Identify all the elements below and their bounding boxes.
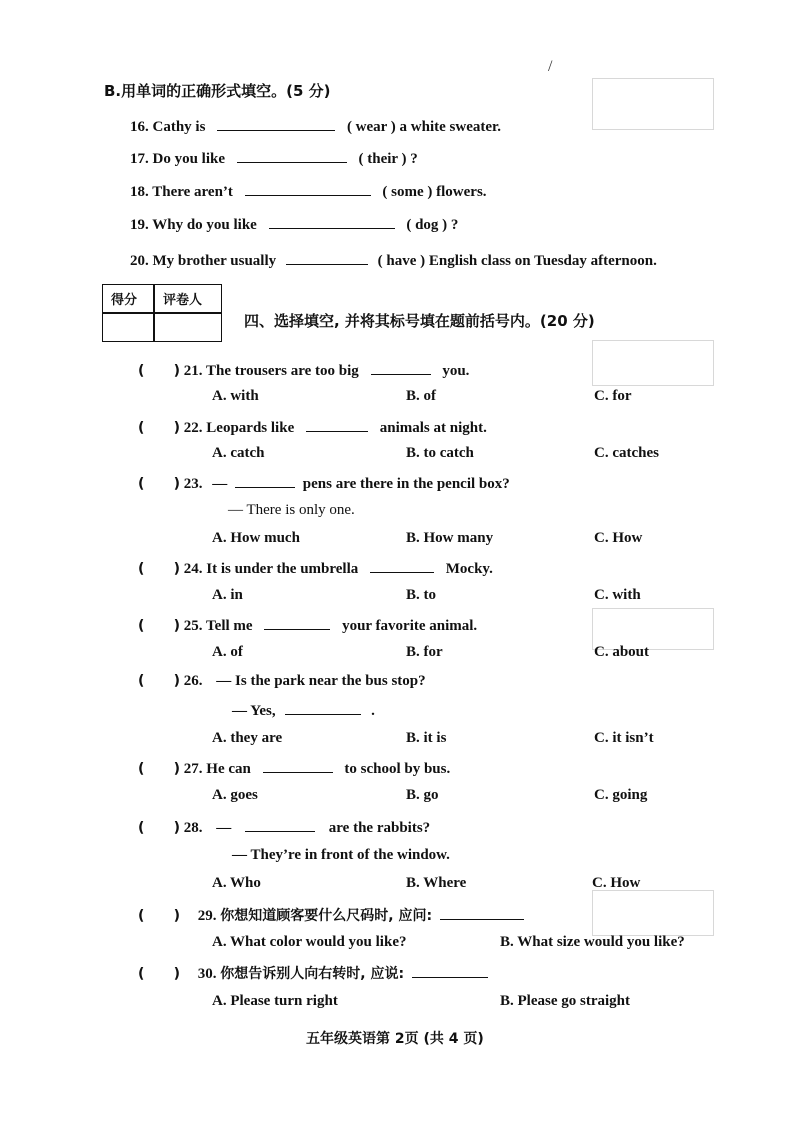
score-table [102,284,222,342]
question-30: ( ) 30. 你想告诉别人向右转时, 应说: [138,963,492,983]
question-29: ( ) 29. 你想知道顾客要什么尺码时, 应问: [138,905,528,925]
option-b[interactable]: B. it is [406,730,447,746]
option-b[interactable]: B. What size would you like? [500,934,685,950]
option-a[interactable]: A. Please turn right [212,993,338,1009]
answer-blank [285,700,361,715]
page-footer: 五年级英语第 2页 (共 4 页) [306,1031,484,1047]
option-a[interactable]: A. Who [212,875,261,891]
question-22: ( ) 22. Leopards like animals at night. [138,417,487,437]
answer-bracket[interactable]: ( ) [138,476,181,492]
answer-blank [235,473,295,488]
answer-blank [306,417,368,432]
question-28: ( ) 28. — are the rabbits? [138,817,430,837]
section-b-title: B.用单词的正确形式填空。(5 分) [104,82,331,100]
answer-blank [245,817,315,832]
option-b[interactable]: B. go [406,787,439,803]
option-c[interactable]: C. going [594,787,648,803]
question-26: ( ) 26. — Is the park near the bus stop? [138,673,426,689]
option-c[interactable]: C. How [594,530,643,546]
option-b[interactable]: B. for [406,644,443,660]
answer-blank-19[interactable] [269,214,395,229]
answer-bracket[interactable]: ( ) [138,420,181,436]
answer-bracket[interactable]: ( ) [138,618,181,634]
grader-label: 评卷人 [163,293,203,308]
question-21: ( ) 21. The trousers are too big you. [138,360,469,380]
answer-line-23: — There is only one. [228,502,355,518]
question-19: 19. Why do you like ( dog ) ? [130,214,458,234]
question-17: 17. Do you like ( their ) ? [130,148,418,168]
option-a[interactable]: A. How much [212,530,300,546]
option-a[interactable]: A. catch [212,445,265,461]
option-c[interactable]: C. about [594,644,650,660]
question-18: 18. There aren’t ( some ) flowers. [130,181,487,201]
answer-bracket[interactable]: ( ) [138,908,181,924]
question-25: ( ) 25. Tell me your favorite animal. [138,615,477,635]
answer-bracket[interactable]: ( ) [138,363,181,379]
option-a[interactable]: A. goes [212,787,258,803]
answer-blank [371,360,431,375]
option-a[interactable]: A. they are [212,730,283,746]
answer-blank-16[interactable] [217,116,335,131]
option-b[interactable]: B. to catch [406,445,474,461]
option-b[interactable]: B. How many [406,530,494,546]
option-c[interactable]: C. How [592,875,641,891]
question-23: ( ) 23. — pens are there in the pencil box? [138,473,510,493]
answer-blank-18[interactable] [245,181,371,196]
option-b[interactable]: B. Please go straight [500,993,630,1009]
section-4-title: 四、选择填空, 并将其标号填在题前括号内。(20 分) [244,312,595,330]
answer-blank [263,758,333,773]
answer-blank [264,615,330,630]
answer-bracket[interactable]: ( ) [138,561,181,577]
option-b[interactable]: B. Where [406,875,467,891]
question-27: ( ) 27. He can to school by bus. [138,758,450,778]
question-24: ( ) 24. It is under the umbrella Mocky. [138,558,493,578]
question-16: 16. Cathy is ( wear ) a white sweater. [130,116,501,136]
ghost-box [592,890,714,936]
answer-line-26: — Yes, . [232,700,375,720]
option-a[interactable]: A. in [212,587,243,603]
option-a[interactable]: A. What color would you like? [212,934,407,950]
option-c[interactable]: C. for [594,388,632,404]
answer-line-28: — They’re in front of the window. [232,847,450,863]
answer-bracket[interactable]: ( ) [138,761,181,777]
option-b[interactable]: B. to [406,587,436,603]
answer-blank [370,558,434,573]
option-c[interactable]: C. with [594,587,641,603]
option-b[interactable]: B. of [406,388,436,404]
ghost-box [592,340,714,386]
option-c[interactable]: C. catches [594,445,659,461]
option-a[interactable]: A. of [212,644,243,660]
pen-mark: / [548,58,553,75]
ghost-box [592,78,714,130]
option-a[interactable]: A. with [212,388,259,404]
answer-bracket[interactable]: ( ) [138,673,181,689]
answer-bracket[interactable]: ( ) [138,820,181,836]
option-c[interactable]: C. it isn’t [594,730,654,746]
answer-bracket[interactable]: ( ) [138,966,181,982]
score-label: 得分 [111,293,138,308]
answer-blank [412,963,488,978]
answer-blank-17[interactable] [237,148,347,163]
answer-blank [440,905,524,920]
answer-blank-20[interactable] [286,250,368,265]
question-20: 20. My brother usually ( have ) English class on Tuesday afternoon. [130,250,657,270]
